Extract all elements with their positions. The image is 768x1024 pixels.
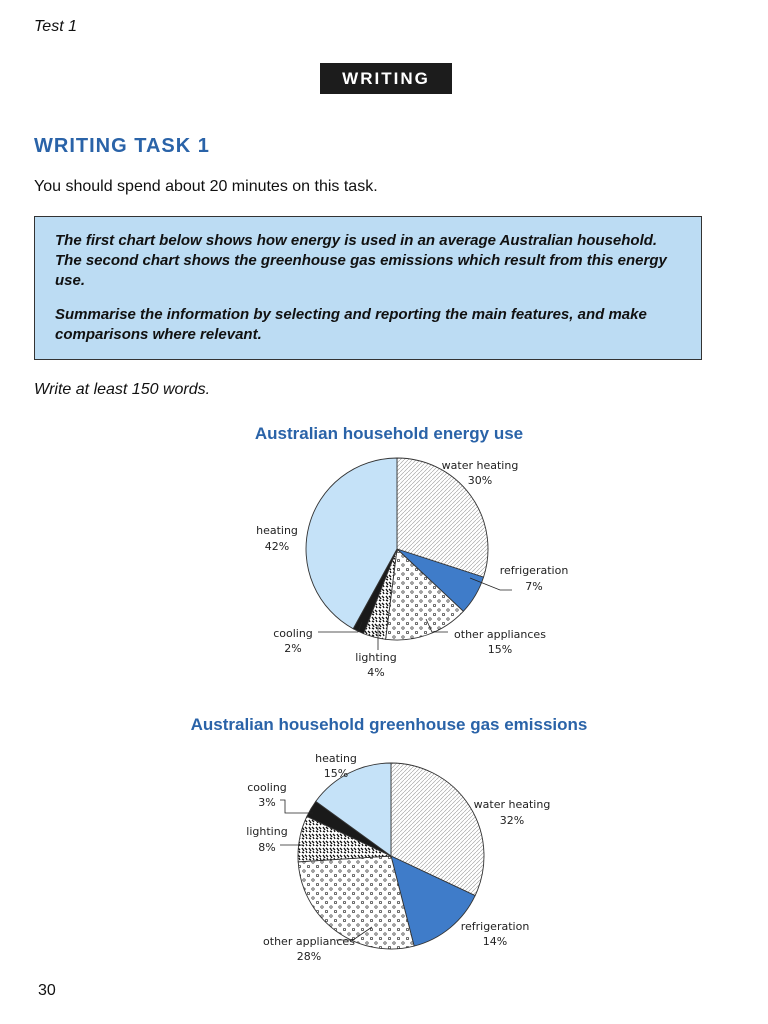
chart-2-label-lighting: lighting xyxy=(246,825,288,838)
chart-2-title: Australian household greenhouse gas emissions xyxy=(190,715,588,734)
chart-1-label-lighting: lighting xyxy=(355,651,397,664)
section-banner: WRITING xyxy=(320,63,452,94)
chart-2-pct-other-appliances: 28% xyxy=(296,950,322,963)
chart-1-pct-water-heating: 30% xyxy=(467,474,493,487)
chart-2-label-water-heating: water heating xyxy=(473,798,551,811)
chart-2-label-heating: heating xyxy=(315,752,357,765)
chart-2-pct-refrigeration: 14% xyxy=(482,935,508,948)
chart-2-pct-water-heating: 32% xyxy=(499,814,525,827)
chart-1-pct-heating: 42% xyxy=(264,540,290,553)
chart-2-pct-heating: 15% xyxy=(323,767,349,780)
chart-1-label-heating: heating xyxy=(256,524,298,537)
chart-1-pct-other-appliances: 15% xyxy=(487,643,513,656)
prompt-description: The first chart below shows how energy is used in an average Australian household. The second chart shows the greenhouse gas emissions which result from this energy use. xyxy=(55,232,667,289)
chart-2-label-cooling: cooling xyxy=(247,781,287,794)
page-number: 30 xyxy=(38,982,56,999)
chart-1-label-other-appliances: other appliances xyxy=(454,628,546,641)
time-instruction: You should spend about 20 minutes on this task. xyxy=(34,178,378,195)
task-title: WRITING TASK 1 xyxy=(34,135,210,157)
chart-1-pct-lighting: 4% xyxy=(367,666,385,679)
chart-2-label-other-appliances: other appliances xyxy=(263,935,355,948)
chart-2-pct-cooling: 3% xyxy=(258,796,276,809)
chart-1-slices xyxy=(306,458,488,640)
chart-2-pct-lighting: 8% xyxy=(258,841,276,854)
test-label: Test 1 xyxy=(34,18,77,35)
prompt-instruction: Summarise the information by selecting and reporting the main features, and make comparisons where relevant. xyxy=(55,306,647,343)
chart-2-slices xyxy=(298,763,484,949)
word-count-instruction: Write at least 150 words. xyxy=(34,381,211,398)
chart-1-title: Australian household energy use xyxy=(254,424,524,443)
chart-2-label-refrigeration: refrigeration xyxy=(460,920,530,933)
chart-1-label-refrigeration: refrigeration xyxy=(499,564,569,577)
chart-1-pct-cooling: 2% xyxy=(284,642,302,655)
chart-1-label-cooling: cooling xyxy=(273,627,313,640)
chart-1-pct-refrigeration: 7% xyxy=(525,580,543,593)
chart-1-label-water-heating: water heating xyxy=(441,459,519,472)
